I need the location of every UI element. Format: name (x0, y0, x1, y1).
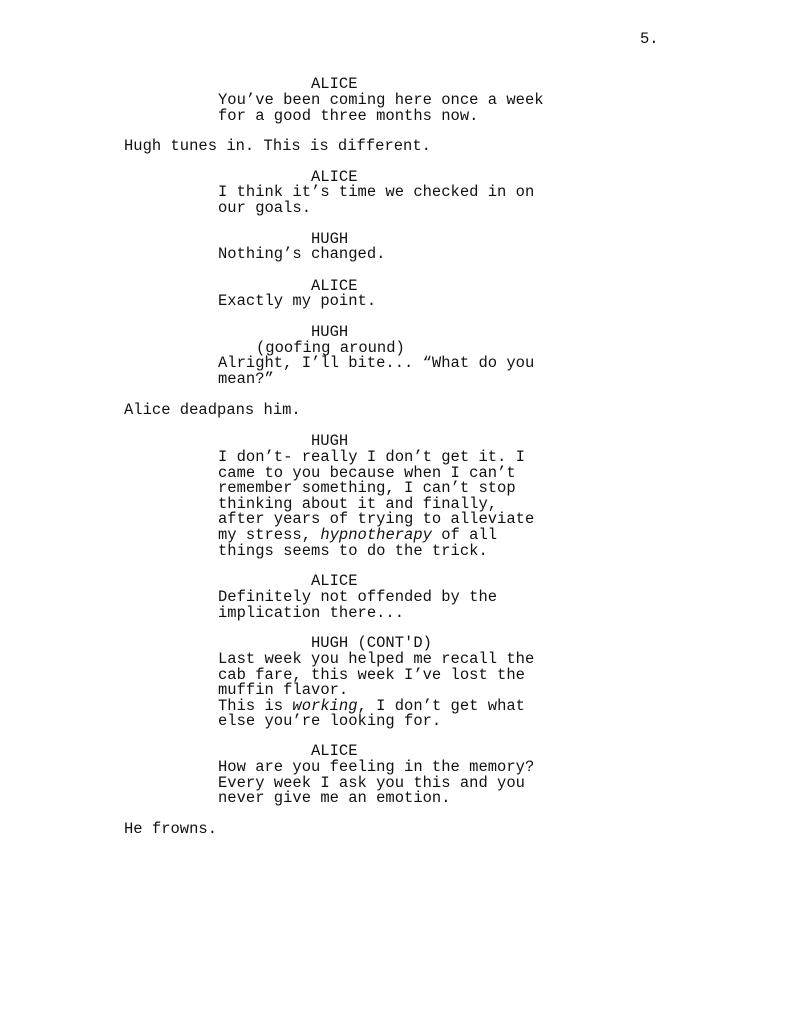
script-line: Exactly my point. (218, 292, 377, 310)
script-line: never give me an emotion. (218, 789, 451, 808)
script-line: You’ve been coming here once a week (218, 91, 544, 109)
script-line: He frowns. (124, 820, 218, 838)
script-line: remember something, I can’t stop (218, 479, 516, 498)
script-line: HUGH (311, 432, 349, 450)
dialogue-block (218, 247, 385, 263)
script-line: Nothing’s changed. (218, 245, 386, 263)
dialogue-block (218, 93, 544, 124)
action-line (124, 822, 217, 838)
script-line: ALICE (311, 168, 358, 186)
dialogue-block (218, 356, 534, 387)
script-line: Every week I ask you this and you (218, 773, 525, 792)
dialogue-block (218, 450, 534, 559)
script-line: our goals. (218, 198, 312, 217)
script-line: HUGH (311, 323, 349, 341)
script-line: cab fare, this week I’ve lost the (218, 665, 525, 684)
script-line: for a good three months now. (218, 106, 479, 125)
script-line: I don’t- really I don’t get it. I (218, 448, 525, 466)
dialogue-block (218, 652, 534, 730)
script-line: ALICE (311, 75, 358, 93)
script-line: ALICE (311, 277, 358, 295)
script-line: I think it’s time we checked in on (218, 183, 535, 201)
script-line: implication there... (218, 603, 405, 622)
italic-emphasis: working (292, 696, 358, 715)
script-line: Alice deadpans him. (124, 401, 301, 419)
script-line: thinking about it and finally, (218, 494, 498, 513)
script-line: Definitely not offended by the (218, 588, 498, 606)
script-line: mean?” (218, 369, 274, 388)
script-line: muffin flavor. (218, 681, 349, 700)
script-line: ALICE (311, 572, 358, 590)
dialogue-block (218, 760, 534, 807)
script-line: (goofing around) (256, 339, 405, 357)
script-line: came to you because when I can’t (218, 463, 516, 482)
script-line: my stress, hypnotherapy of all (218, 525, 498, 544)
page-number: 5. (640, 30, 659, 48)
script-line: else you’re looking for. (218, 712, 442, 731)
script-line: ALICE (311, 742, 358, 760)
italic-emphasis: hypnotherapy (320, 525, 432, 544)
script-line: Last week you helped me recall the (218, 650, 535, 668)
script-line: after years of trying to alleviate (218, 510, 535, 529)
script-line: This is working, I don’t get what (218, 696, 525, 715)
script-line: HUGH (311, 230, 349, 248)
script-line: things seems to do the trick. (218, 541, 488, 560)
dialogue-block (218, 590, 497, 621)
script-line: How are you feeling in the memory? (218, 758, 535, 776)
script-line: Alright, I’ll bite... “What do you (218, 354, 535, 372)
action-line (124, 403, 301, 419)
dialogue-block (218, 185, 534, 216)
script-line: HUGH (CONT'D) (311, 634, 432, 652)
script-line: Hugh tunes in. This is different. (124, 137, 431, 155)
action-line (124, 139, 431, 155)
dialogue-block (218, 294, 376, 310)
